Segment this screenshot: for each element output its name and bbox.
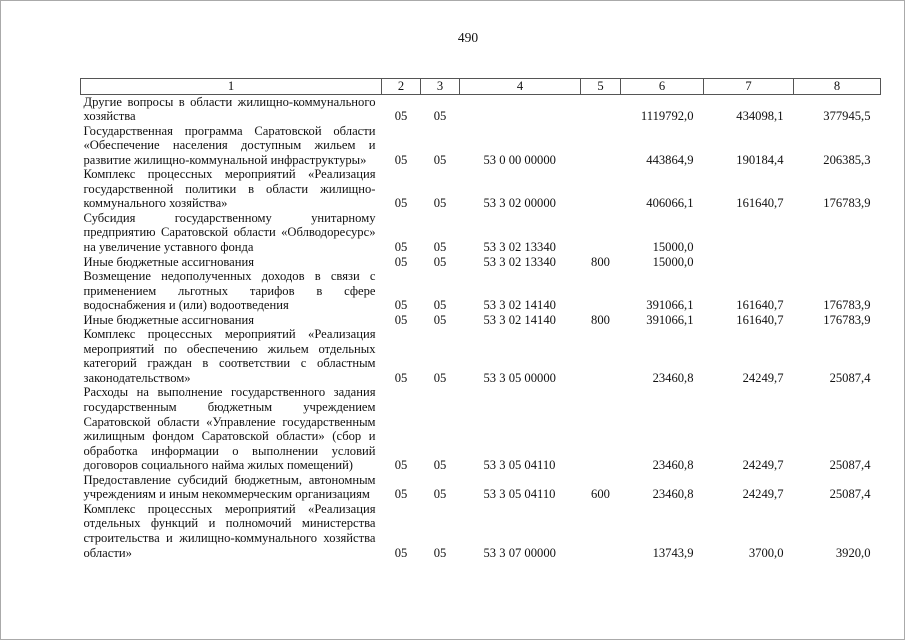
- amount-col8: 25087,4: [829, 458, 871, 473]
- subsection-code: 05: [433, 487, 447, 502]
- amount-col6: 13743,9: [652, 545, 694, 560]
- expense-type: [581, 502, 621, 560]
- section-code: 05: [394, 240, 408, 255]
- target-article: 53 3 02 13340: [483, 254, 556, 269]
- amount-col6: 23460,8: [652, 487, 694, 502]
- table-row: [81, 473, 881, 502]
- table-row: [81, 269, 881, 313]
- expense-type: [581, 94, 621, 124]
- section-code: 05: [394, 458, 408, 473]
- table-row: [81, 502, 881, 560]
- item-name: Субсидия государственному унитарному предприятию Саратовской области «Облводоресурс» на увеличение уставного фонда: [83, 210, 376, 255]
- page-number: 490: [457, 30, 479, 45]
- amount-col7: 190184,4: [736, 152, 784, 167]
- target-article: 53 3 02 00000: [483, 196, 556, 211]
- subsection-code: 05: [433, 196, 447, 211]
- amount-col7: 161640,7: [736, 196, 784, 211]
- target-article: [460, 94, 581, 124]
- expense-type: [581, 167, 621, 211]
- amount-col8: 25087,4: [829, 370, 871, 385]
- subsection-code: 05: [433, 298, 447, 313]
- col-header: 2: [382, 79, 421, 95]
- col-header: 1: [81, 79, 382, 95]
- item-name: Возмещение недополученных доходов в связи с применением льготных тарифов в сфере водоснабжения и (или) водоотведения: [83, 269, 376, 313]
- table-row: [81, 211, 881, 255]
- amount-col8: [794, 255, 881, 270]
- section-code: 05: [394, 370, 408, 385]
- table-row: [81, 255, 881, 270]
- subsection-code: 05: [433, 254, 447, 269]
- expense-type: 800: [591, 254, 610, 269]
- subsection-code: 05: [433, 458, 447, 473]
- expense-type: 600: [591, 487, 610, 502]
- subsection-code: 05: [433, 370, 447, 385]
- header-row: [81, 79, 881, 95]
- expense-type: [581, 211, 621, 255]
- section-code: 05: [394, 152, 408, 167]
- section-code: 05: [394, 254, 408, 269]
- subsection-code: 05: [433, 152, 447, 167]
- item-name: Иные бюджетные ассигнования: [83, 254, 255, 269]
- col-header: 8: [794, 79, 881, 95]
- amount-col7: 24249,7: [742, 487, 784, 502]
- col-header: 6: [621, 79, 704, 95]
- table-row: [81, 313, 881, 328]
- table-row: [81, 327, 881, 385]
- target-article: 53 3 07 00000: [483, 545, 556, 560]
- table-row: [81, 385, 881, 472]
- expense-type: [581, 385, 621, 472]
- target-article: 53 3 05 04110: [483, 458, 556, 473]
- amount-col6: 443864,9: [646, 152, 694, 167]
- amount-col6: 23460,8: [652, 458, 694, 473]
- item-name: Комплекс процессных мероприятий «Реализация государственной политики в области жилищно-коммунального хозяйства»: [83, 167, 376, 211]
- expense-type: [581, 124, 621, 168]
- expense-type: [581, 269, 621, 313]
- item-name: Государственная программа Саратовской области «Обеспечение населения доступным жильем и развитие жилищно-коммунальной инфраструктуры»: [83, 123, 376, 167]
- section-code: 05: [394, 196, 408, 211]
- item-name: Иные бюджетные ассигнования: [83, 312, 255, 327]
- subsection-code: 05: [433, 312, 447, 327]
- section-code: 05: [394, 487, 408, 502]
- target-article: 53 3 02 14140: [483, 312, 556, 327]
- subsection-code: 05: [433, 109, 447, 124]
- amount-col7: [704, 255, 794, 270]
- expense-type: 800: [591, 312, 610, 327]
- target-article: 53 0 00 00000: [483, 152, 556, 167]
- amount-col8: 377945,5: [823, 109, 871, 124]
- subsection-code: 05: [433, 240, 447, 255]
- subsection-code: 05: [433, 545, 447, 560]
- target-article: 53 3 05 04110: [483, 487, 556, 502]
- expense-type: [581, 327, 621, 385]
- section-code: 05: [394, 109, 408, 124]
- item-name: Расходы на выполнение государственного задания государственным бюджетным учреждением Саратовской области «Управление государственным жилищным фондом Саратовской области» (сбор и обработка информации о выполнении условий договоров социального найма жилых помещений): [83, 385, 376, 473]
- table-row: [81, 167, 881, 211]
- amount-col7: 24249,7: [742, 458, 784, 473]
- item-name: Другие вопросы в области жилищно-коммунального хозяйства: [83, 94, 376, 124]
- amount-col7: 161640,7: [736, 298, 784, 313]
- col-header: 4: [460, 79, 581, 95]
- amount-col6: 391066,1: [646, 312, 694, 327]
- amount-col7: 24249,7: [742, 370, 784, 385]
- target-article: 53 3 02 13340: [483, 240, 556, 255]
- item-name: Комплекс процессных мероприятий «Реализация мероприятий по обеспечению жильем отдельных категорий граждан в соответствии с областным законодательством»: [83, 327, 376, 385]
- target-article: 53 3 05 00000: [483, 370, 556, 385]
- amount-col6: 391066,1: [646, 298, 694, 313]
- col-header: 5: [581, 79, 621, 95]
- section-code: 05: [394, 298, 408, 313]
- amount-col8: [794, 211, 881, 255]
- amount-col7: 3700,0: [748, 545, 784, 560]
- amount-col8: 25087,4: [829, 487, 871, 502]
- amount-col7: 434098,1: [736, 109, 784, 124]
- amount-col6: 23460,8: [652, 370, 694, 385]
- amount-col6: 1119792,0: [640, 109, 694, 124]
- target-article: 53 3 02 14140: [483, 298, 556, 313]
- table-row: [81, 94, 881, 124]
- table-row: [81, 124, 881, 168]
- amount-col7: [704, 211, 794, 255]
- col-header: 7: [704, 79, 794, 95]
- amount-col6: 406066,1: [646, 196, 694, 211]
- amount-col8: 206385,3: [823, 152, 871, 167]
- amount-col8: 176783,9: [823, 196, 871, 211]
- amount-col8: 176783,9: [823, 312, 871, 327]
- budget-table: [80, 78, 881, 560]
- section-code: 05: [394, 545, 408, 560]
- item-name: Предоставление субсидий бюджетным, автономным учреждениям и иным некоммерческим организациям: [83, 472, 376, 502]
- amount-col7: 161640,7: [736, 312, 784, 327]
- amount-col8: 176783,9: [823, 298, 871, 313]
- amount-col8: 3920,0: [835, 545, 871, 560]
- amount-col6: 15000,0: [652, 240, 694, 255]
- item-name: Комплекс процессных мероприятий «Реализация отдельных функций и полномочий министерства строительства и жилищно-коммунального хозяйства области»: [83, 501, 376, 560]
- section-code: 05: [394, 312, 408, 327]
- col-header: 3: [421, 79, 460, 95]
- amount-col6: 15000,0: [652, 254, 694, 269]
